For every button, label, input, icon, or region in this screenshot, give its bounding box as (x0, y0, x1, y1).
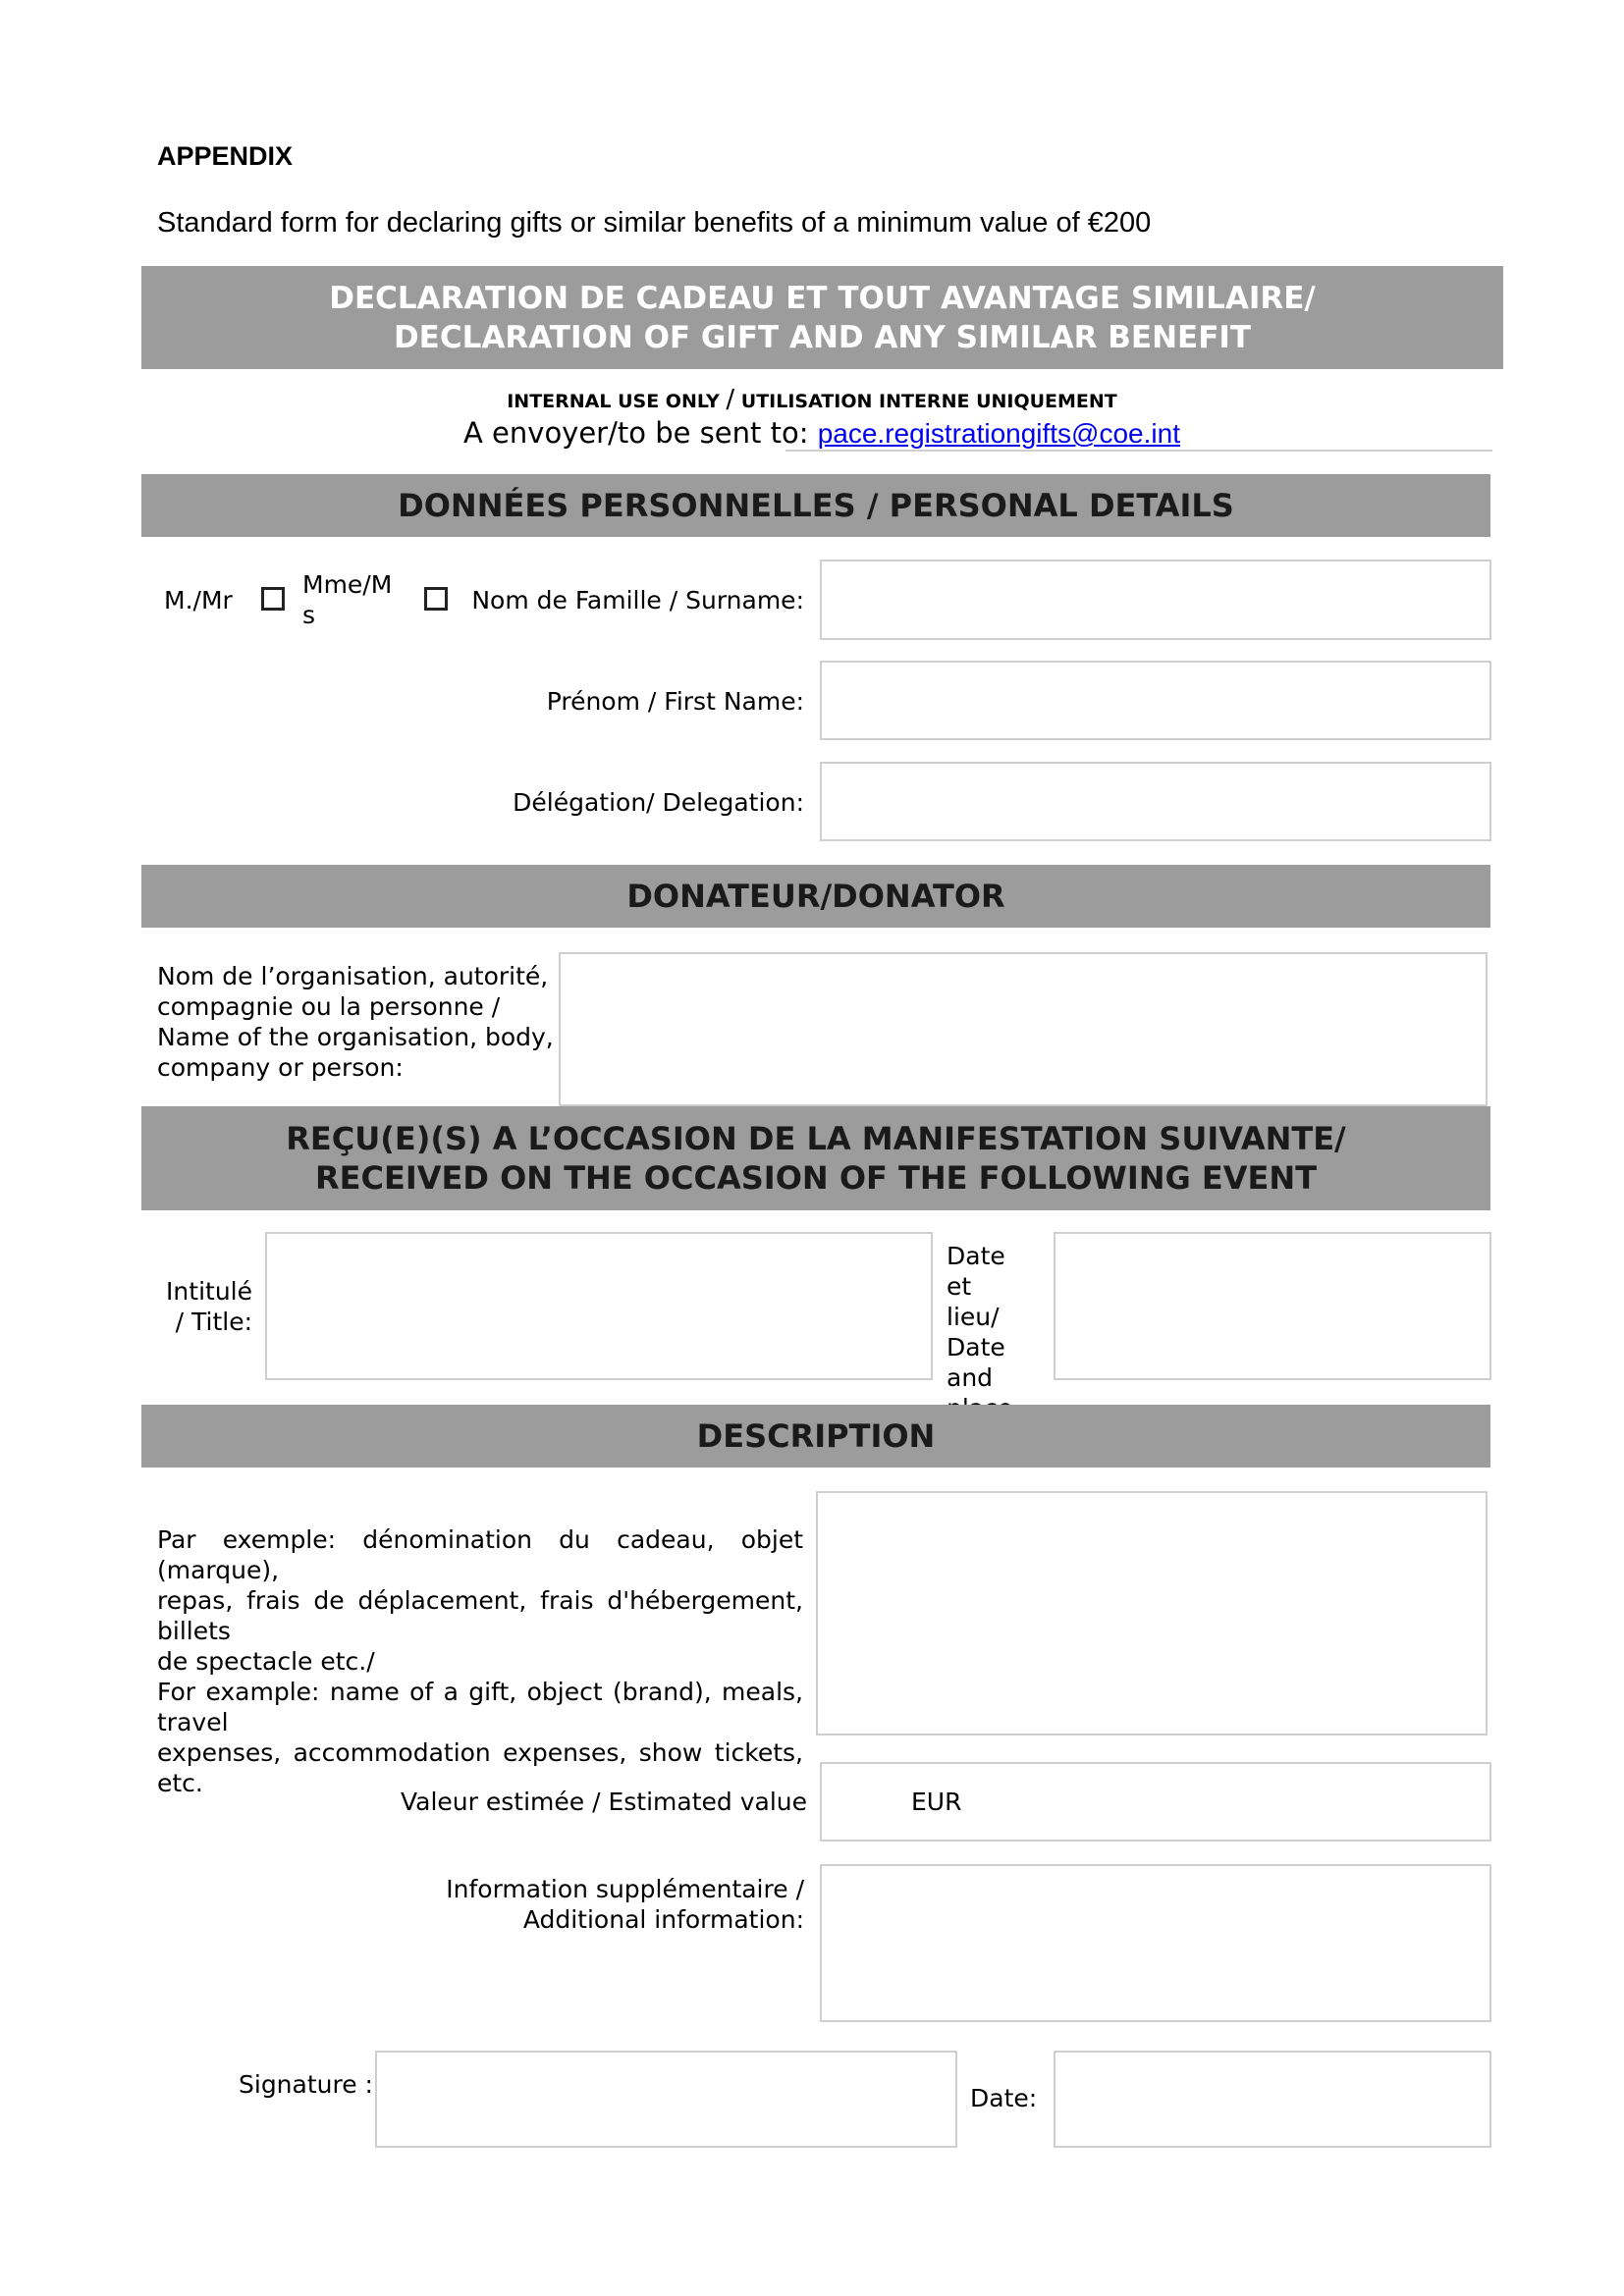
event-date-label-line-1: Date et (947, 1242, 1005, 1301)
firstname-label: Prénom / First Name: (546, 687, 804, 716)
event-title-label (166, 1276, 252, 1337)
surname-field[interactable] (820, 560, 1491, 640)
description-example-line-5: expenses, accommodation expenses, show tickets, etc. (157, 1738, 803, 1797)
signature-date-label: Date: (970, 2084, 1038, 2112)
mrs-label-part-1: Mme/M (302, 570, 393, 599)
form-title-bar (141, 266, 1503, 369)
description-example-line-1: Par exemple: dénomination du cadeau, objet (marque), (157, 1525, 803, 1584)
description-example-line-4: For example: name of a gift, object (brand), meals, travel (157, 1678, 803, 1736)
event-heading-line-2: RECEIVED ON THE OCCASION OF THE FOLLOWING EVENT (314, 1159, 1318, 1197)
signature-date-field[interactable] (1054, 2051, 1491, 2148)
event-date-label-line-2: lieu/ (947, 1303, 1000, 1331)
mrs-label-part-2: s (302, 601, 316, 629)
donator-label-line-4: company or person: (157, 1053, 404, 1082)
donator-label-line-1: Nom de l’organisation, autorité, (157, 962, 549, 990)
form-title-line-1: DECLARATION DE CADEAU ET TOUT AVANTAGE SIMILAIRE/ (329, 280, 1316, 316)
internal-use-sep: / (726, 385, 735, 414)
description-example-text (157, 1524, 803, 1798)
send-to-line (463, 416, 1180, 450)
appendix-heading: APPENDIX (157, 141, 294, 171)
delegation-field[interactable] (820, 762, 1491, 841)
personal-details-bar (141, 474, 1490, 537)
personal-details-heading: DONNÉES PERSONNELLES / PERSONAL DETAILS (398, 487, 1234, 524)
description-example-line-2: repas, frais de déplacement, frais d'hébergement, billets (157, 1586, 803, 1645)
intro-text: Standard form for declaring gifts or similar benefits of a minimum value of €200 (157, 207, 1152, 239)
description-field[interactable] (816, 1491, 1488, 1735)
internal-use-fr: UTILISATION INTERNE UNIQUEMENT (740, 391, 1117, 412)
event-date-place-label (947, 1241, 1025, 1392)
estimated-value-currency: EUR (911, 1788, 962, 1816)
event-date-label-line-4: and (947, 1363, 994, 1392)
event-date-label-line-3: Date (947, 1333, 1005, 1362)
event-bar (141, 1106, 1490, 1210)
event-date-place-field[interactable] (1054, 1232, 1491, 1380)
internal-use-line (0, 385, 1624, 414)
description-bar (141, 1405, 1490, 1468)
send-to-email-link[interactable]: pace.registrationgifts@coe.int (817, 418, 1180, 449)
mr-label: M./Mr (164, 586, 233, 614)
form-title-line-2: DECLARATION OF GIFT AND ANY SIMILAR BENEFIT (393, 319, 1252, 355)
donator-name-label (157, 961, 554, 1083)
mrs-checkbox[interactable] (424, 587, 448, 611)
donator-label-line-2: compagnie ou la personne / (157, 992, 501, 1021)
estimated-value-label: Valeur estimée / Estimated value (401, 1788, 807, 1816)
additional-info-label (446, 1874, 804, 1935)
additional-info-field[interactable] (820, 1864, 1491, 2022)
event-title-label-line-2: / Title: (175, 1308, 252, 1336)
delegation-label: Délégation/ Delegation: (513, 788, 804, 817)
description-example-line-3: de spectacle etc./ (157, 1647, 375, 1676)
firstname-field[interactable] (820, 661, 1491, 740)
mr-checkbox[interactable] (261, 587, 285, 611)
estimated-value-field[interactable] (820, 1762, 1491, 1842)
send-to-label: A envoyer/to be sent to: (463, 416, 809, 450)
additional-info-label-line-1: Information supplémentaire / (446, 1875, 804, 1903)
internal-use-en: INTERNAL USE ONLY (507, 391, 720, 412)
additional-info-label-line-2: Additional information: (522, 1905, 804, 1934)
event-title-field[interactable] (265, 1232, 933, 1380)
donator-bar (141, 865, 1490, 928)
donator-label-line-3: Name of the organisation, body, (157, 1023, 554, 1051)
donator-heading: DONATEUR/DONATOR (626, 878, 1005, 915)
signature-label: Signature : (239, 2070, 373, 2099)
mrs-label (302, 569, 392, 630)
event-heading-line-1: REÇU(E)(S) A L’OCCASION DE LA MANIFESTATION SUIVANTE/ (286, 1120, 1346, 1157)
signature-field[interactable] (375, 2051, 957, 2148)
event-title-label-line-1: Intitulé (166, 1277, 252, 1306)
description-heading: DESCRIPTION (696, 1417, 936, 1455)
donator-name-field[interactable] (559, 952, 1488, 1106)
divider-line (785, 450, 1492, 452)
surname-label: Nom de Famille / Surname: (471, 586, 804, 614)
